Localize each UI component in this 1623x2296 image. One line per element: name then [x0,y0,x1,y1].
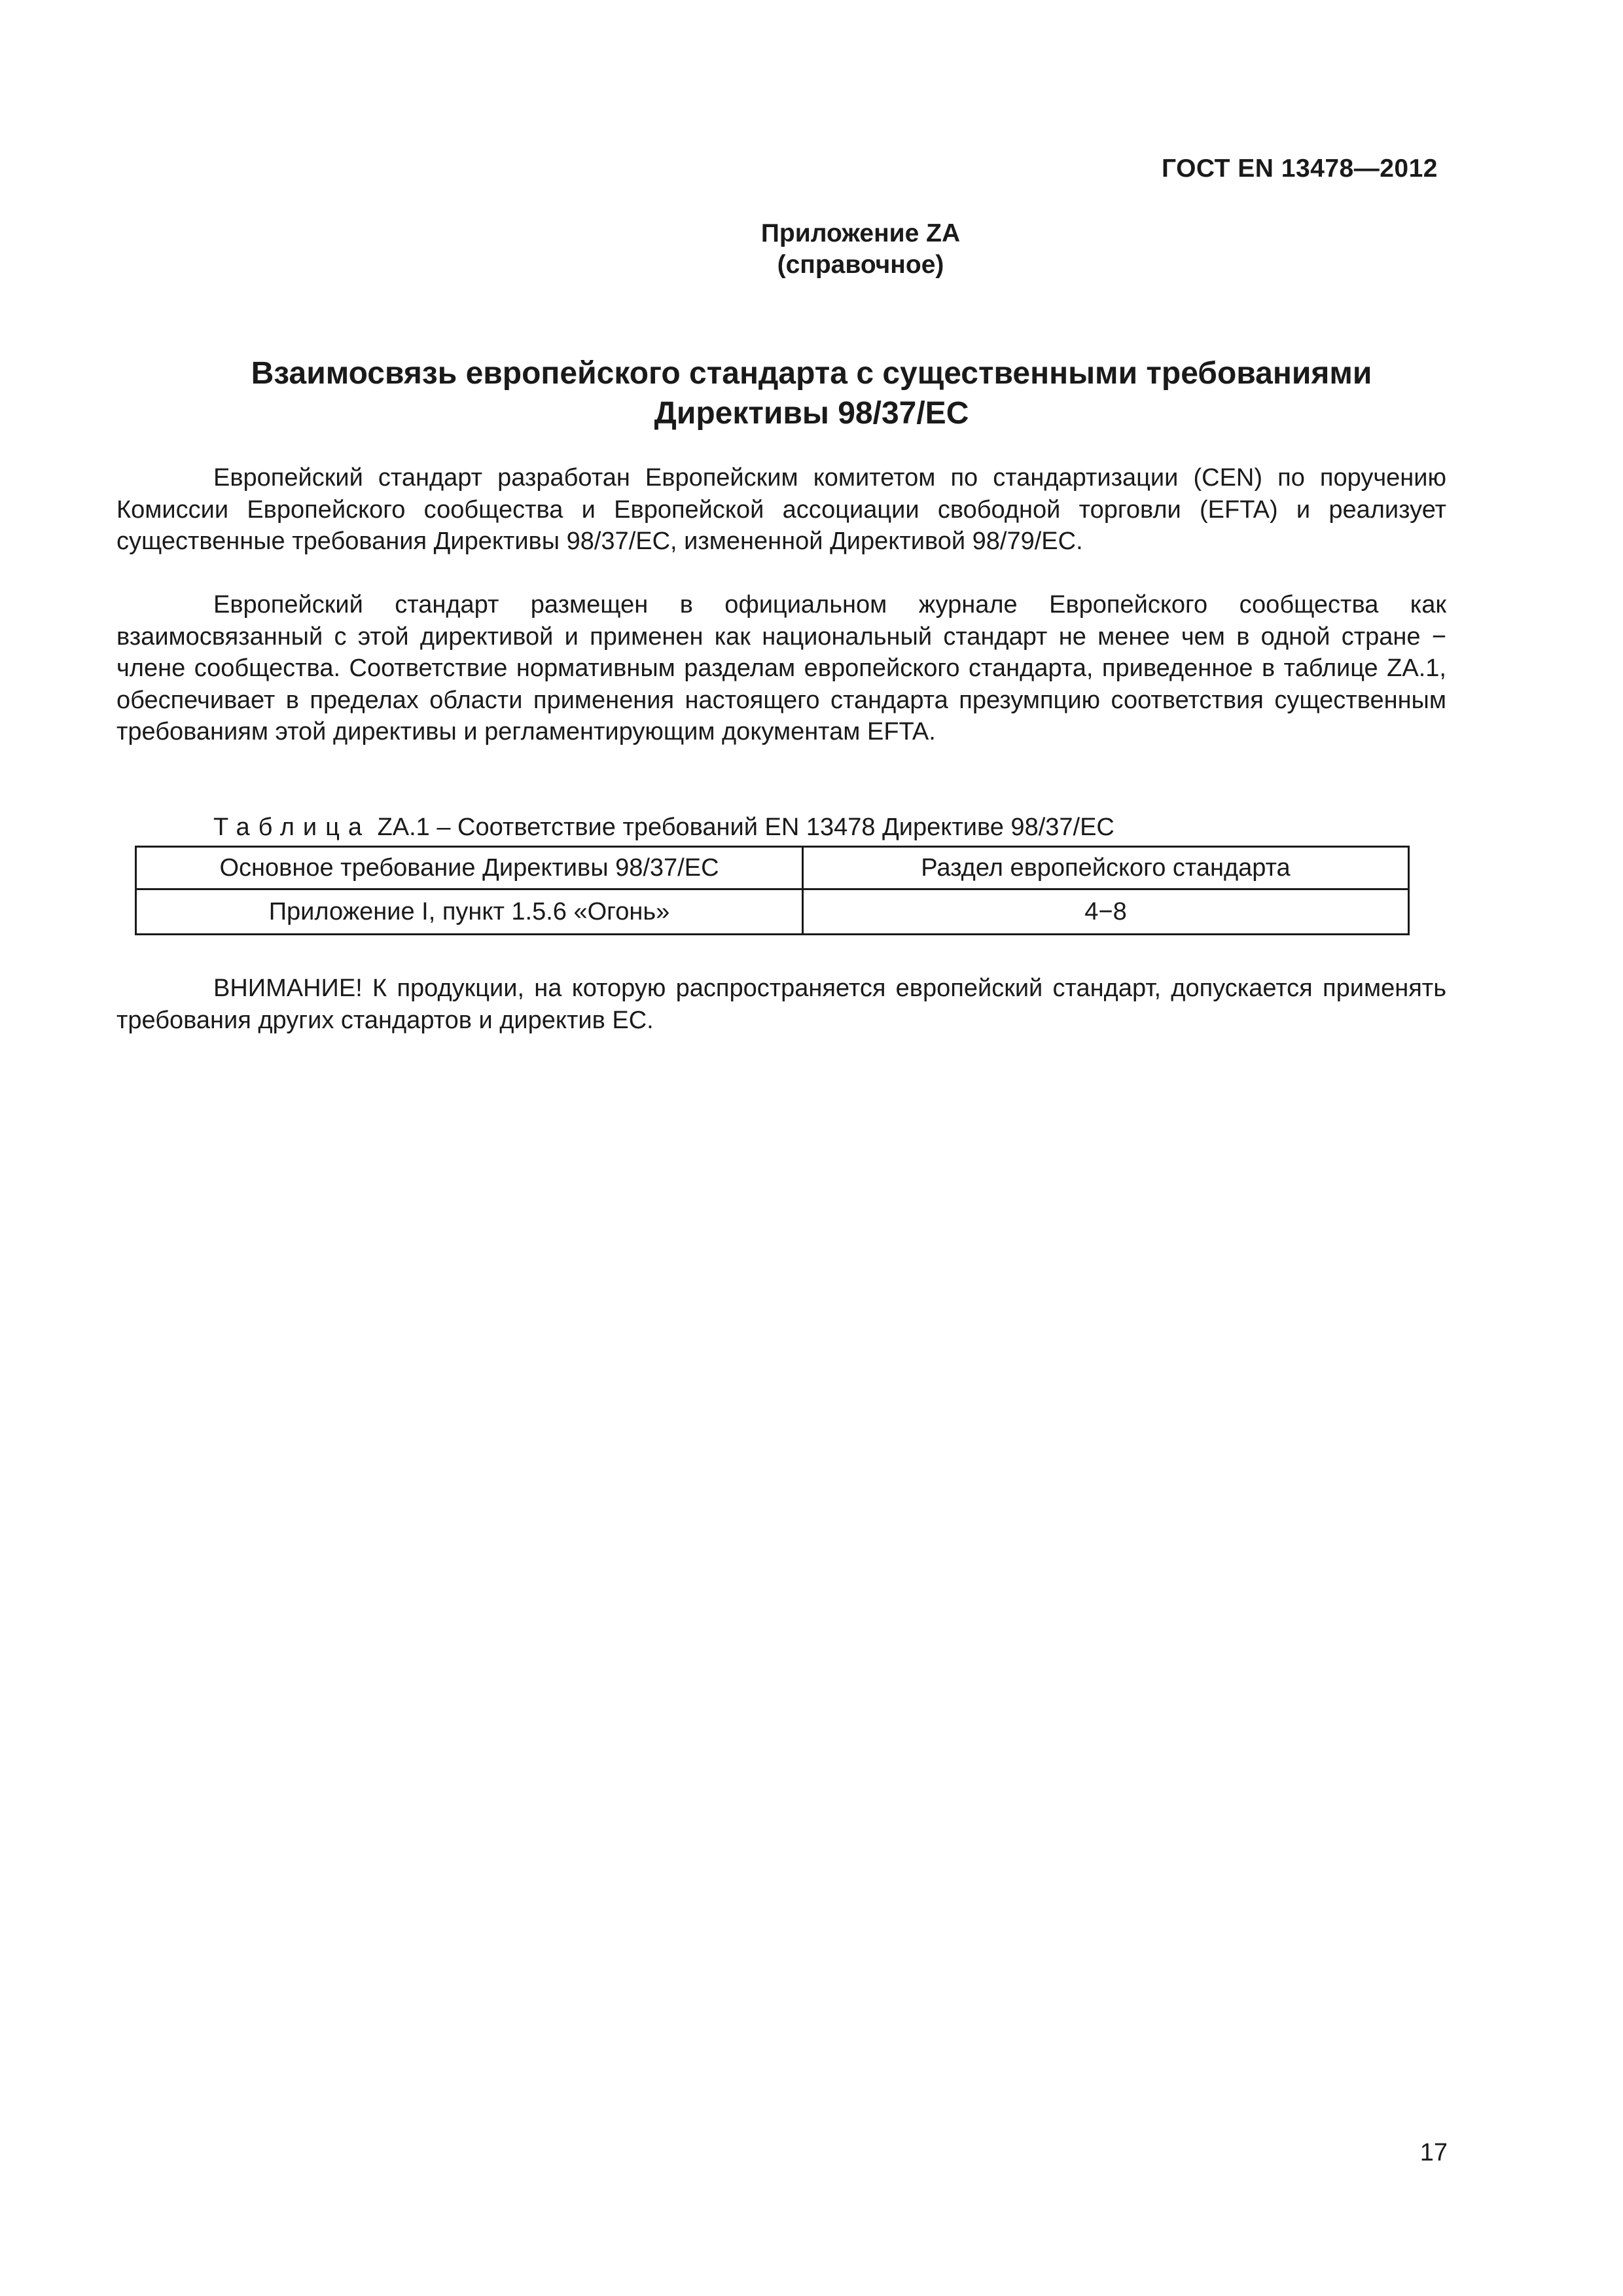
attention-note: ВНИМАНИЕ! К продукции, на которую распространяется европейский стандарт, допускается применять требования других стандартов и директив ЕС. [116,975,1446,1034]
table-row [136,889,1409,935]
table-header-cell: Раздел европейского стандарта [803,847,1409,889]
table-caption [213,812,1115,843]
paragraph-2: Европейский стандарт размещен в официальном журнале Европейского сообщества как взаимосвязанный с этой директивой и применен как национальный стандарт не менее чем в одной стране − члене сообщества. Соответствие нормативным разделам европейского стандарта, приведенное в таблице ZA.1, обеспечивает в пределах области применения настоящего стандарта презумпцию соответствия существенным требованиям этой директивы и регламентирующим документам EFTA. [116,591,1446,745]
table-cell: Приложение I, пункт 1.5.6 «Огонь» [136,889,803,935]
annex-type: (справочное) [777,251,944,279]
table-header-row [136,847,1409,889]
table-header-cell: Основное требование Директивы 98/37/ЕС [136,847,803,889]
table-cell: 4−8 [803,889,1409,935]
table-caption-label: Таблица [213,814,370,841]
document-code: ГОСТ EN 13478—2012 [1161,154,1438,183]
section-title-line-2: Директивы 98/37/ЕС [654,396,969,431]
section-title-line-1: Взаимосвязь европейского стандарта с существенными требованиями [251,356,1372,391]
section-title [118,353,1505,433]
requirements-table [135,846,1410,935]
annex-heading [0,218,1623,281]
page-number: 17 [1419,2139,1448,2166]
table-caption-text: ZA.1 – Соответствие требований EN 13478 Директиве 98/37/ЕС [377,814,1115,841]
paragraph-1: Европейский стандарт разработан Европейским комитетом по стандартизации (CEN) по поручению Комиссии Европейского сообщества и Европейской ассоциации свободной торговли (EFTA) и реализует существенные требования Директивы 98/37/ЕС, измененной Директивой 98/79/ЕС. [116,464,1446,555]
annex-title: Приложение ZA [760,219,961,247]
